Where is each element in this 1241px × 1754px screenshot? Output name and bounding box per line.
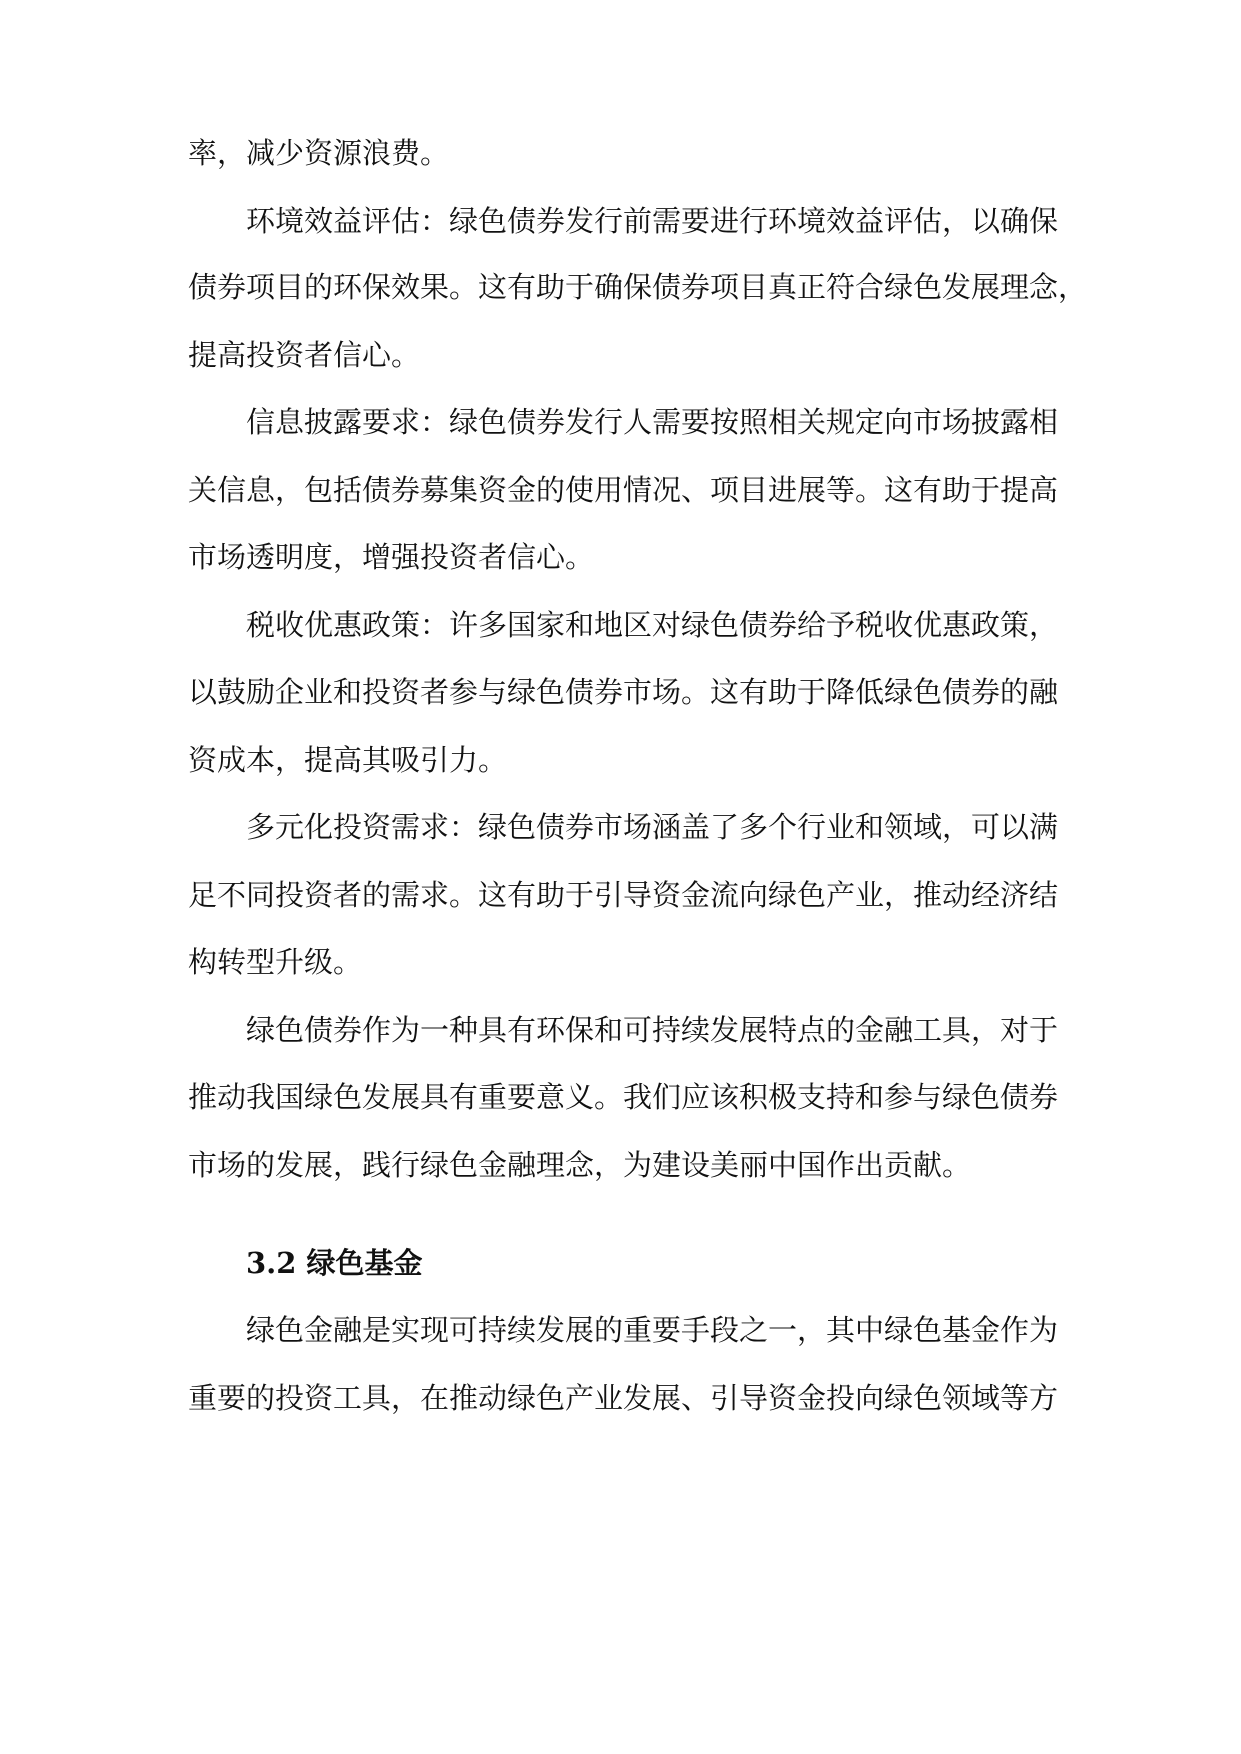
paragraph-line: 债券项目的环保效果。这有助于确保债券项目真正符合绿色发展理念，	[188, 270, 1088, 304]
paragraph-line: 关信息，包括债券募集资金的使用情况、项目进展等。这有助于提高	[188, 473, 1059, 507]
paragraph-line: 市场的发展，践行绿色金融理念，为建设美丽中国作出贡献。	[188, 1148, 972, 1182]
paragraph-line: 资成本，提高其吸引力。	[188, 743, 508, 777]
paragraph-line: 绿色债券作为一种具有环保和可持续发展特点的金融工具，对于	[246, 1013, 1059, 1047]
paragraph-line: 税收优惠政策：许多国家和地区对绿色债券给予税收优惠政策，	[246, 608, 1059, 642]
section-heading: 3.2 绿色基金	[246, 1246, 423, 1280]
paragraph-line: 绿色金融是实现可持续发展的重要手段之一，其中绿色基金作为	[246, 1313, 1059, 1347]
paragraph-line: 以鼓励企业和投资者参与绿色债券市场。这有助于降低绿色债券的融	[188, 675, 1059, 709]
paragraph-line: 信息披露要求：绿色债券发行人需要按照相关规定向市场披露相	[246, 405, 1059, 439]
paragraph-line: 率，减少资源浪费。	[188, 136, 450, 170]
paragraph-line: 提高投资者信心。	[188, 338, 421, 372]
paragraph-line: 市场透明度，增强投资者信心。	[188, 540, 595, 574]
paragraph-line: 足不同投资者的需求。这有助于引导资金流向绿色产业，推动经济结	[188, 878, 1059, 912]
paragraph-line: 重要的投资工具，在推动绿色产业发展、引导资金投向绿色领域等方	[188, 1381, 1059, 1415]
paragraph-line: 环境效益评估：绿色债券发行前需要进行环境效益评估，以确保	[246, 204, 1059, 238]
paragraph-line: 推动我国绿色发展具有重要意义。我们应该积极支持和参与绿色债券	[188, 1080, 1059, 1114]
paragraph-line: 多元化投资需求：绿色债券市场涵盖了多个行业和领域，可以满	[246, 810, 1059, 844]
paragraph-line: 构转型升级。	[188, 945, 363, 979]
